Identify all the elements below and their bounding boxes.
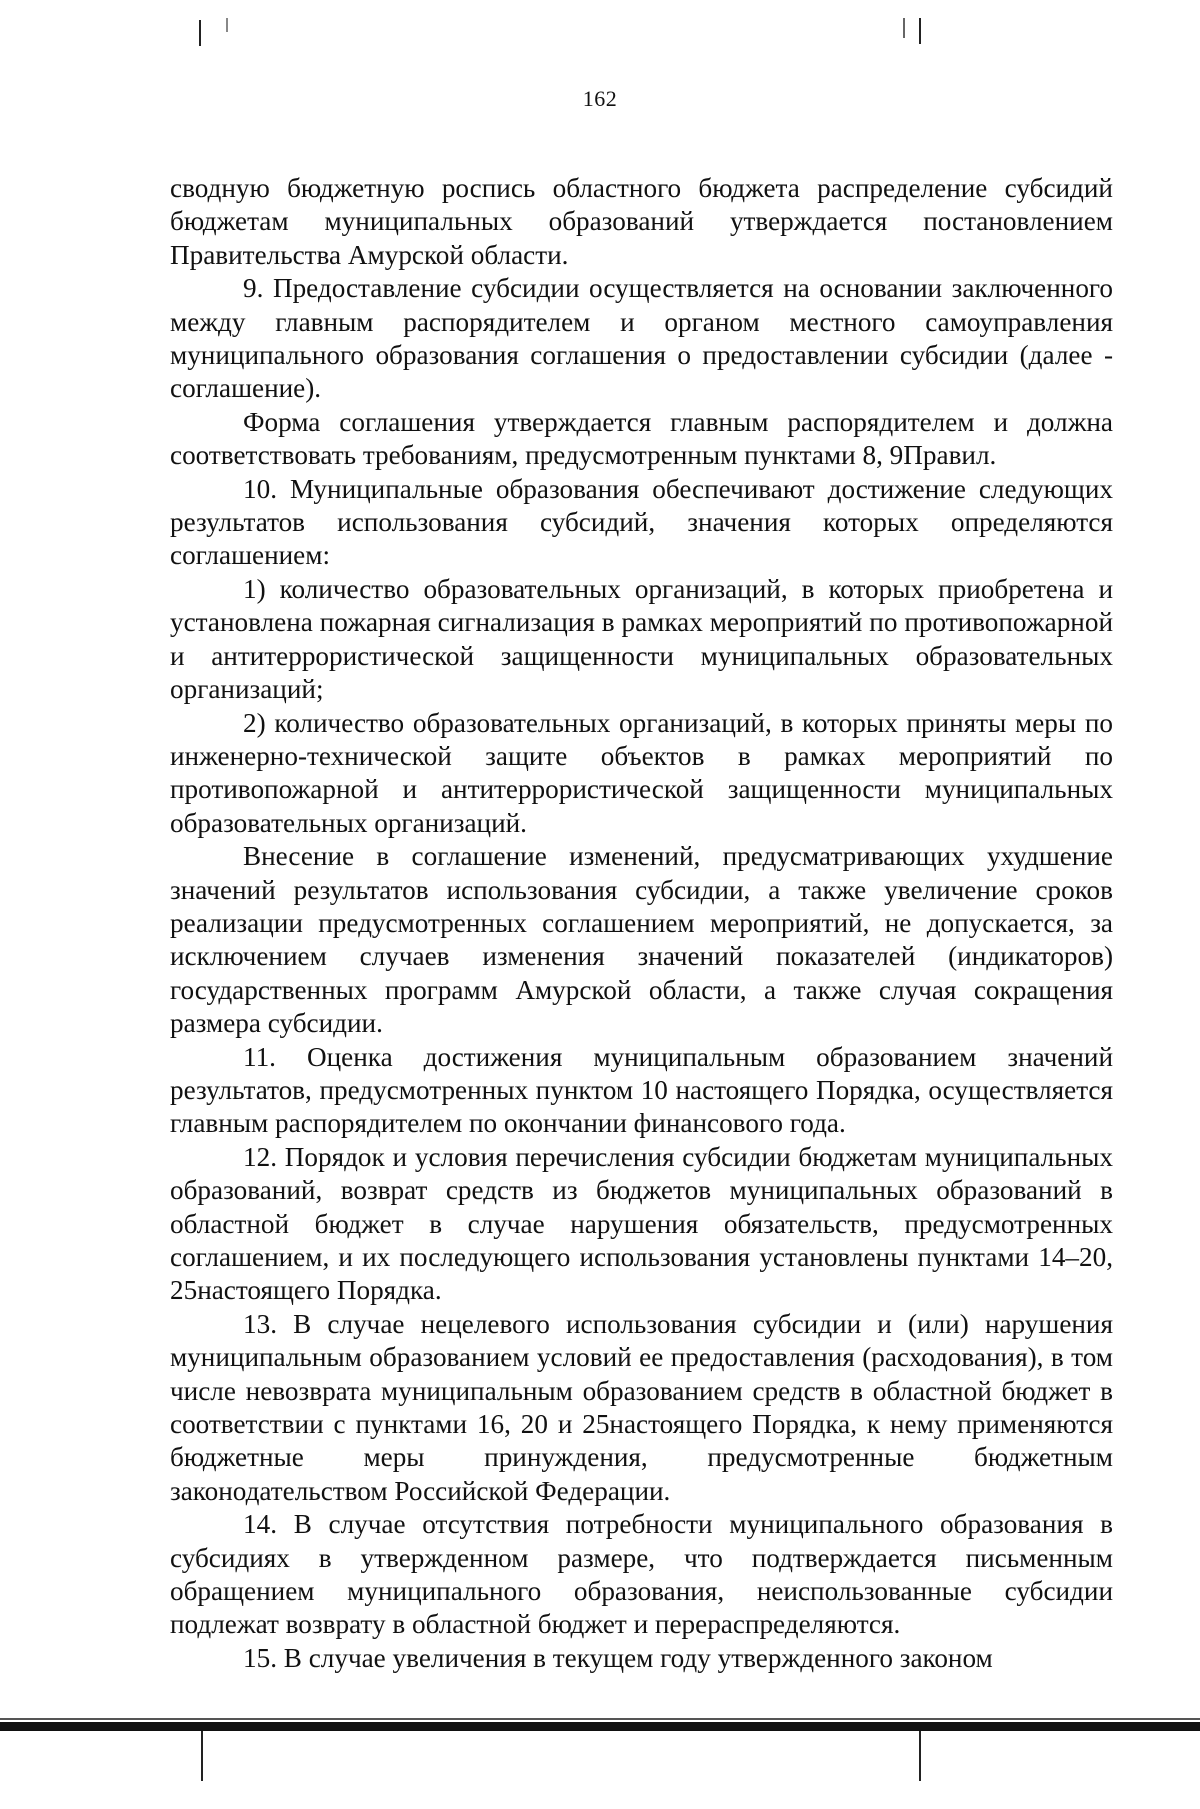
- paragraph-item-9: 9. Предоставление субсидии осуществляется на основании заключенного между главным распорядителем и органом местного самоуправления муниципального образования соглашения о предоставлении субсидии (далее - соглашение).: [170, 273, 1113, 404]
- paragraph-item-14: 14. В случае отсутствия потребности муниципального образования в субсидиях в утвержденном размере, что подтверждается письменным обращением муниципального образования, неиспользованные субсидии подлежат возврату в областной бюджет и перераспределяются.: [170, 1509, 1113, 1640]
- scan-mark-bottom-right: [919, 1731, 921, 1781]
- scan-mark-top-right-2: [919, 18, 921, 44]
- page-number: 162: [582, 86, 618, 111]
- scan-mark-top-left: [199, 20, 201, 46]
- paragraph-item-13: 13. В случае нецелевого использования субсидии и (или) нарушения муниципальным образованием условий ее предоставления (расходования), в том числе невозврата муниципальным образованием средств в областной бюджет в соответствии с пунктами 16, 20 и 25настоящего Порядка, к нему применяются бюджетные меры принуждения, предусмотренные бюджетным законодательством Российской Федерации.: [170, 1308, 1113, 1506]
- paragraph-continuation: сводную бюджетную роспись областного бюджета распределение субсидий бюджетам муниципальных образований утверждается постановлением Правительства Амурской области.: [170, 173, 1113, 270]
- paragraph-item-10: 10. Муниципальные образования обеспечивают достижение следующих результатов использования субсидий, значения которых определяются соглашением:: [170, 473, 1113, 571]
- document-body: [170, 172, 1113, 1675]
- paragraph-agreement-form: Форма соглашения утверждается главным распорядителем и должна соответствовать требованиям, предусмотренным пунктами 8, 9Правил.: [170, 406, 1113, 471]
- scan-mark-top-left-2: [226, 18, 228, 32]
- paragraph-amendments: Внесение в соглашение изменений, предусматривающих ухудшение значений результатов использования субсидии, а также увеличение сроков реализации предусмотренных соглашением мероприятий, не допускается, за исключением случаев изменения значений показателей (индикаторов) государственных программ Амурской области, а также случая сокращения размера субсидии.: [170, 841, 1113, 1039]
- paragraph-item-15: 15. В случае увеличения в текущем году утвержденного законом: [243, 1642, 993, 1673]
- scan-mark-top-right: [903, 18, 905, 38]
- paragraph-item-12: 12. Порядок и условия перечисления субсидии бюджетам муниципальных образований, возврат средств из бюджетов муниципальных образований в областной бюджет в случае нарушения обязательств, предусмотренных соглашением, и их последующего использования установлены пунктами 14–20, 25настоящего Порядка.: [170, 1141, 1113, 1306]
- paragraph-result-1: 1) количество образовательных организаций, в которых приобретена и установлена пожарная сигнализация в рамках мероприятий по противопожарной и антитеррористической защищенности муниципальных образовательных организаций;: [170, 573, 1113, 705]
- paragraph-result-2: 2) количество образовательных организаций, в которых приняты меры по инженерно-технической защите объектов в рамках мероприятий по противопожарной и антитеррористической защищенности муниципальных образовательных организаций.: [170, 707, 1113, 838]
- scan-mark-bottom-left: [201, 1731, 203, 1781]
- paragraph-item-11: 11. Оценка достижения муниципальным образованием значений результатов, предусмотренных пунктом 10 настоящего Порядка, осуществляется главным распорядителем по окончании финансового года.: [170, 1041, 1113, 1139]
- scan-bottom-line: [0, 1718, 1200, 1720]
- scan-bottom-bar: [0, 1722, 1200, 1731]
